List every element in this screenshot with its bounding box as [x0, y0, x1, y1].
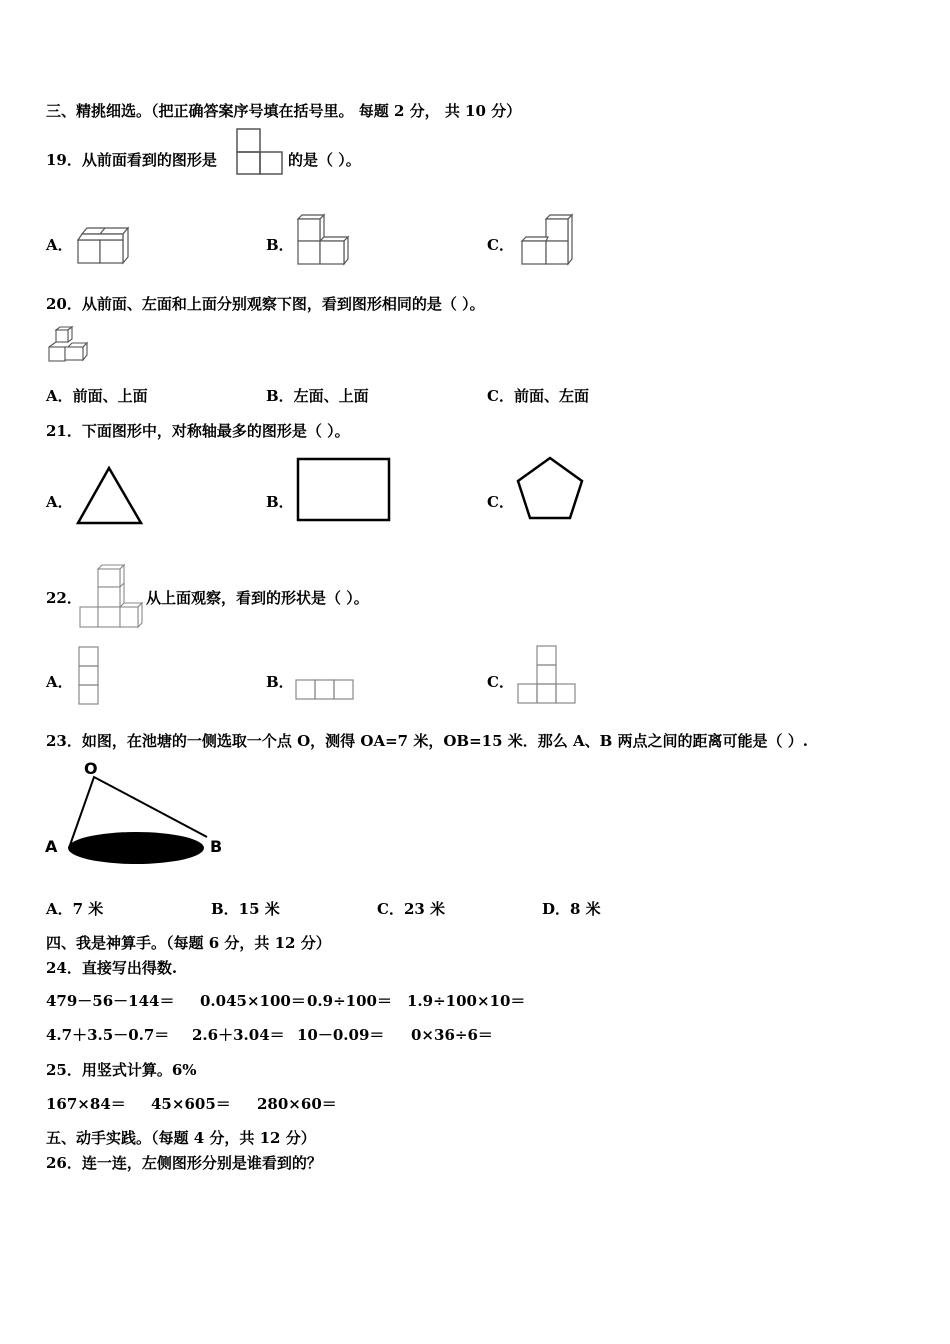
q25-expr-2: 45×605＝	[151, 1095, 231, 1113]
q26-question: 26．连一连，左侧图形分别是谁看到的？	[46, 1154, 322, 1172]
point-b-label: B	[210, 837, 223, 856]
q20-question: 20．从前面、左面和上面分别观察下图，看到图形相同的是（ ）。	[46, 295, 485, 313]
q19-option-b-label: B．	[266, 236, 294, 254]
q21-rectangle	[296, 457, 392, 523]
q20-option-b: B．左面、上面	[266, 387, 369, 405]
q21-pentagon	[515, 456, 585, 522]
q24-expr-1: 479－56－144＝	[46, 992, 175, 1010]
q22-option-a-squares	[78, 646, 100, 706]
q19-option-c-label: C．	[487, 236, 514, 254]
q22-cube-figure	[78, 563, 148, 631]
q25-expr-1: 167×84＝	[46, 1095, 126, 1113]
section-5-title: 五、动手实践。（每题 4 分，共 12 分）	[46, 1129, 316, 1147]
q21-question: 21．下面图形中，对称轴最多的图形是（ ）。	[46, 422, 350, 440]
q22-option-c-label: C．	[487, 673, 514, 691]
q22-option-b-label: B．	[266, 673, 294, 691]
q24-expr-6: 2.6＋3.04＝	[192, 1026, 285, 1044]
q22-option-a-label: A．	[46, 673, 73, 691]
q22-option-b-squares	[295, 679, 355, 701]
q19-option-b-cubes	[296, 213, 350, 267]
q21-option-c-label: C．	[487, 493, 514, 511]
q19-front-view-figure	[236, 128, 284, 176]
q21-triangle	[76, 466, 144, 526]
q23-option-c: C．23 米	[377, 900, 446, 918]
section-3-title: 三、精挑细选。（把正确答案序号填在括号里。 每题 2 分， 共 10 分）	[46, 102, 522, 120]
q24-expr-7: 10－0.09＝	[297, 1026, 385, 1044]
q22-question: 从上面观察，看到的形状是（ ）。	[146, 589, 369, 607]
q24-expr-8: 0×36÷6＝	[411, 1026, 493, 1044]
q19-option-a-label: A．	[46, 236, 73, 254]
q25-expr-3: 280×60＝	[257, 1095, 337, 1113]
point-a-label: A	[45, 837, 58, 856]
q19-option-c-cubes	[520, 213, 574, 267]
point-o-label: O	[84, 759, 98, 778]
q25-question: 25．用竖式计算。6%	[46, 1061, 197, 1079]
q19-option-a-cubes	[77, 226, 129, 266]
q23-option-a: A．7 米	[46, 900, 104, 918]
q24-expr-3: 0.9÷100＝	[307, 992, 392, 1010]
q24-expr-5: 4.7＋3.5－0.7＝	[46, 1026, 170, 1044]
q22-number: 22．	[46, 589, 82, 607]
q19-suffix: 的是（ ）。	[288, 151, 361, 169]
q23-option-d: D．8 米	[542, 900, 601, 918]
q24-expr-4: 1.9÷100×10＝	[407, 992, 526, 1010]
q24-expr-2: 0.045×100＝	[200, 992, 306, 1010]
q22-option-c-squares	[517, 645, 577, 707]
q19-prefix: 19．从前面看到的图形是	[46, 151, 217, 169]
q20-option-c: C．前面、左面	[487, 387, 589, 405]
q23-pond-diagram	[40, 756, 240, 876]
q21-option-a-label: A．	[46, 493, 73, 511]
q23-question: 23．如图，在池塘的一侧选取一个点 O，测得 OA=7 米，OB=15 米．那么 A、B 两点之间的距离可能是（ ）.	[46, 732, 808, 750]
q20-cube-figure	[46, 326, 90, 366]
section-4-title: 四、我是神算手。（每题 6 分，共 12 分）	[46, 934, 331, 952]
q21-option-b-label: B．	[266, 493, 294, 511]
q24-question: 24．直接写出得数.	[46, 959, 178, 977]
q23-option-b: B．15 米	[211, 900, 280, 918]
q20-option-a: A．前面、上面	[46, 387, 148, 405]
